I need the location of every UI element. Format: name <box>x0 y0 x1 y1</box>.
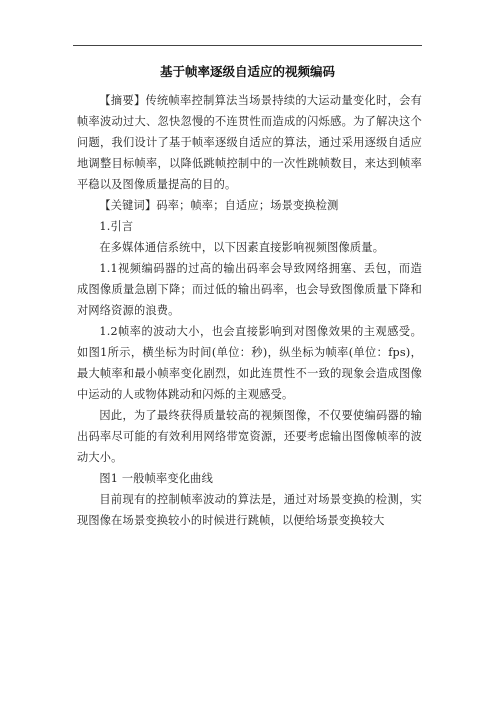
document-title: 基于帧率逐级自适应的视频编码 <box>159 64 335 79</box>
document-body <box>77 90 422 531</box>
body-paragraph: 因此，为了最终获得质量较高的视频图像，不仅要使编码器的输出码率尽可能的有效利用网络带宽资源，还要考虑输出图像帧率的波动大小。 <box>77 409 422 464</box>
header-rule <box>73 45 422 46</box>
body-paragraph: 1.1视频编码器的过高的输出码率会导致网络拥塞、丢包，而造成图像质量急剧下降；而过低的输出码率，也会导致图像质量下降和对网络资源的浪费。 <box>77 262 422 317</box>
keywords-paragraph: 【关键词】码率；帧率；自适应；场景变换检测 <box>99 199 339 212</box>
body-paragraph: 目前现有的控制帧率波动的算法是，通过对场景变换的检测，实现图像在场景变换较小的时候进行跳帧，以便给场景变换较大 <box>77 493 422 527</box>
abstract-paragraph: 【摘要】传统帧率控制算法当场景持续的大运动量变化时，会有帧率波动过大、忽快忽慢的不连贯性而造成的闪烁感。为了解决这个问题，我们设计了基于帧率逐级自适应的算法，通过采用逐级自适应地调整目标帧率，以降低跳帧控制中的一次性跳帧数目，来达到帧率平稳以及图像质量提高的目的。 <box>77 94 422 191</box>
body-paragraph: 在多媒体通信系统中，以下因素直接影响视频图像质量。 <box>99 241 385 254</box>
section-heading-intro: 1.引言 <box>99 220 134 233</box>
figure-caption: 图1 一般帧率变化曲线 <box>99 472 213 485</box>
body-paragraph: 1.2帧率的波动大小，也会直接影响到对图像效果的主观感受。如图1所示，横坐标为时间(单位：秒)，纵坐标为帧率(单位：fps)，最大帧率和最小帧率变化剧烈，如此连贯性不一致的现象会造成图像中运动的人或物体跳动和闪烁的主观感受。 <box>77 325 422 401</box>
